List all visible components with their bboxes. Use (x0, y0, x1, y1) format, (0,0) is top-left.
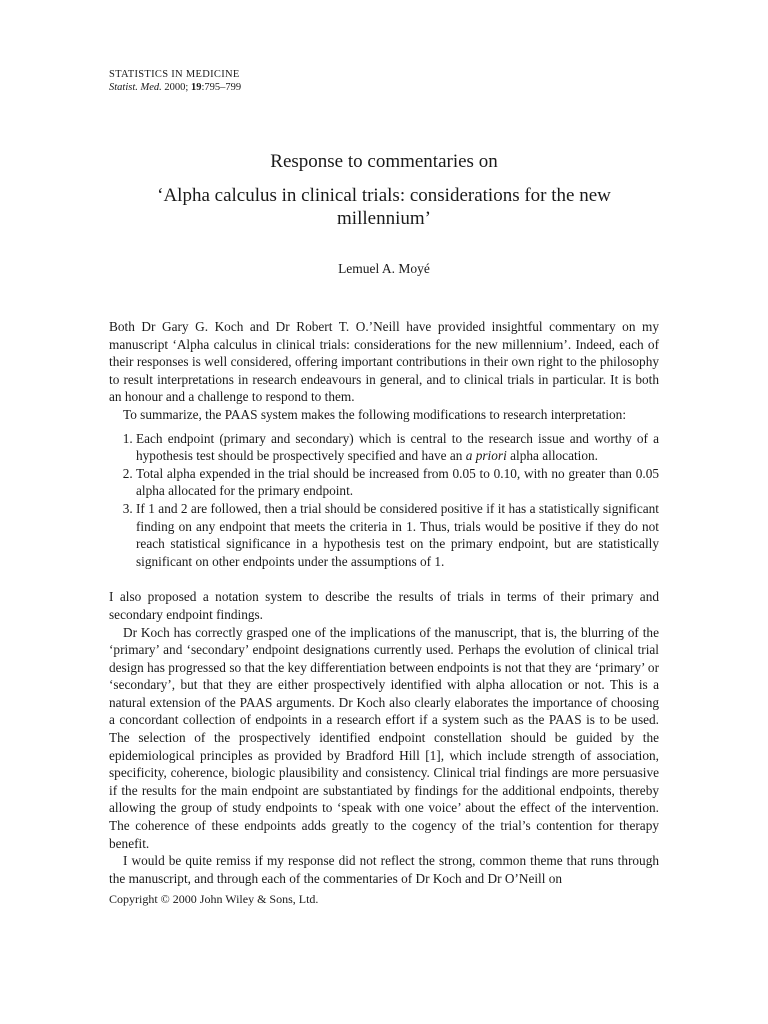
list-item-3: 3. If 1 and 2 are followed, then a trial should be considered positive if it has a statistically significant finding on any endpoint that meets the criteria in 1. Thus, trials would be positive if they do not reach statistical significance in a hypothesis test on the primary endpoint, but are statistically significant on other endpoints under the assumptions of 1. (136, 500, 659, 570)
citation-year: 2000; (164, 82, 189, 93)
paragraph-5: I would be quite remiss if my response did not reflect the strong, common theme that runs through the manuscript, and through each of the commentaries of Dr Koch and Dr O’Neill on (109, 853, 659, 886)
citation-journal: Statist. Med. (109, 82, 162, 93)
title-line-1: Response to commentaries on (270, 151, 498, 172)
paragraph-1: Both Dr Gary G. Koch and Dr Robert T. O.’Neill have provided insightful commentary on my manuscript ‘Alpha calculus in clinical trials: considerations for the new millennium’. Indeed, each of their responses is well considered, offering important contributions in their own right to the philosophy to result interpretations in research endeavours in general, and to clinical trials in particular. It is both an honour and a challenge to respond to them. (109, 319, 659, 405)
paragraph-2: To summarize, the PAAS system makes the following modifications to research interpretation: (123, 406, 627, 422)
list-item-1-italic: a priori (465, 448, 507, 464)
author-name: Lemuel A. Moyé (338, 261, 430, 276)
journal-name: STATISTICS IN MEDICINE (109, 69, 240, 80)
journal-header (109, 68, 241, 94)
copyright-notice: Copyright © 2000 John Wiley & Sons, Ltd. (109, 892, 319, 906)
modification-list (109, 430, 659, 571)
journal-citation (109, 81, 241, 94)
article-body (109, 318, 659, 887)
paragraph-3: I also proposed a notation system to describe the results of trials in terms of their primary and secondary endpoint findings. (109, 589, 659, 622)
citation-volume: 19 (190, 82, 202, 93)
list-item-2: 2. Total alpha expended in the trial should be increased from 0.05 to 0.10, with no greater than 0.05 alpha allocated for the primary endpoint. (136, 465, 659, 500)
list-item-1-text-a: Each endpoint (primary and secondary) which is central to the research issue and worthy of a hypothesis test should be prospectively specified and have an (136, 430, 659, 464)
list-item-1-text-b: alpha allocation. (506, 448, 598, 464)
list-item-1 (136, 430, 659, 465)
citation-pages: :795–799 (201, 82, 242, 93)
title-line-2: ‘Alpha calculus in clinical trials: considerations for the new millennium’ (157, 185, 611, 229)
paragraph-4: Dr Koch has correctly grasped one of the implications of the manuscript, that is, the blurring of the ‘primary’ and ‘secondary’ endpoint designations currently used. Perhaps the evolution of clinical trial design has progressed so that the key differentiation between endpoints is not that they are ‘primary’ or ‘secondary’, but that they are either prospectively identified with alpha allocation or not. This is a natural extension of the PAAS arguments. Dr Koch also clearly elaborates the importance of choosing a concordant collection of endpoints in a research effort if a system such as the PAAS is to be used. The selection of the prospectively identified endpoint constellation should be guided by the epidemiological principles as provided by Bradford Hill [1], which include strength of association, specificity, coherence, biologic plausibility and consistency. Clinical trial findings are more persuasive if the results for the main endpoint are substantiated by findings for the additional endpoints, thereby allowing the group of study endpoints to ‘speak with one voice’ about the effect of the intervention. The coherence of these endpoints adds greatly to the cogency of the trial’s contention for therapy benefit. (109, 624, 659, 851)
